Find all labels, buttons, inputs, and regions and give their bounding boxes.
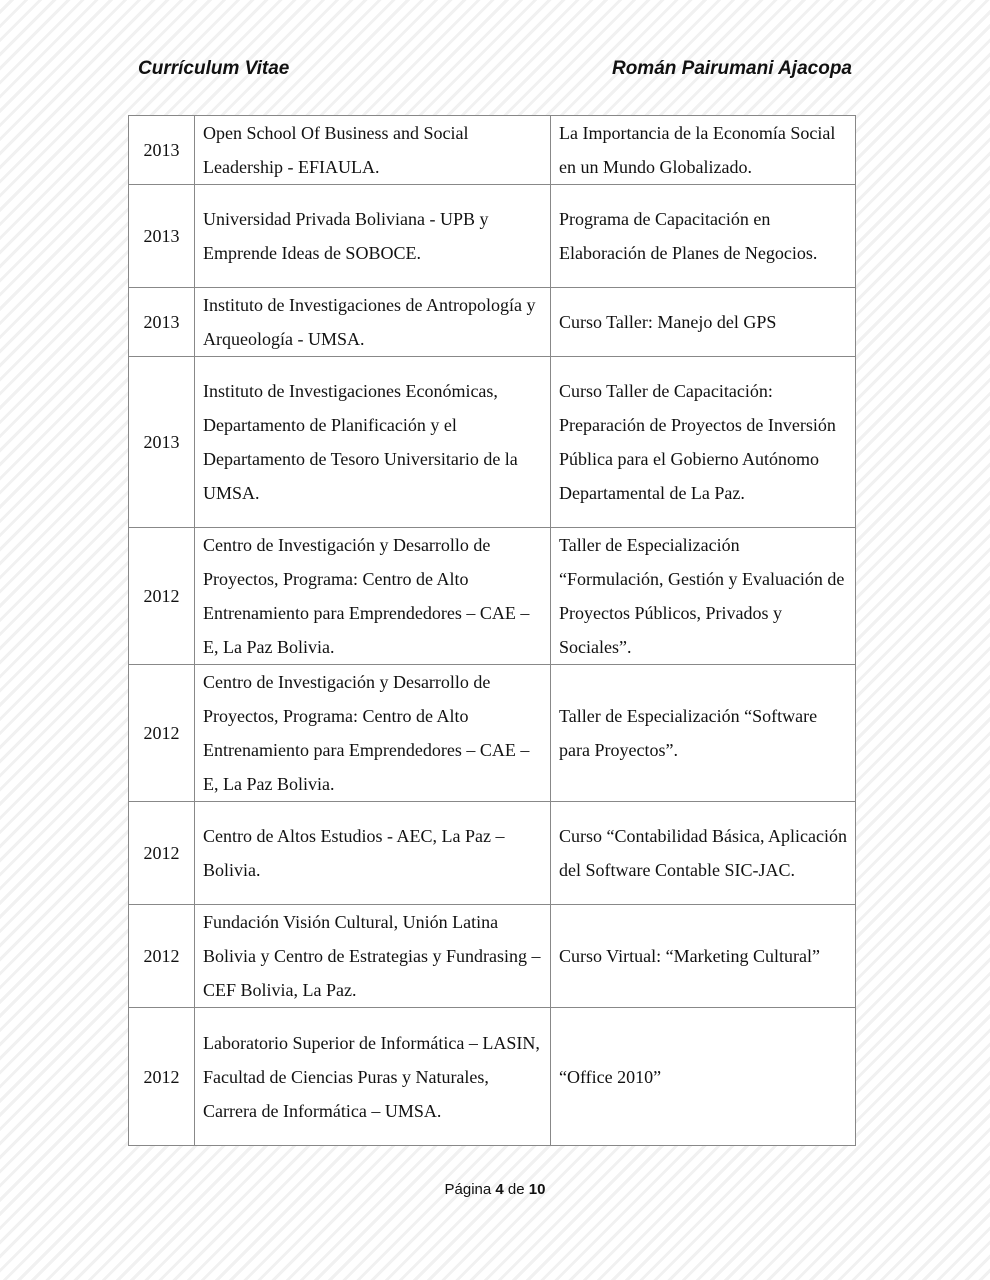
table-row — [129, 528, 856, 665]
year-cell: 2012 — [129, 528, 195, 665]
institution-cell: Instituto de Investigaciones Económicas, Departamento de Planificación y el Departamento de Tesoro Universitario de la UMSA. — [195, 357, 551, 528]
page-footer — [0, 1181, 990, 1198]
year-cell: 2013 — [129, 357, 195, 528]
table-row — [129, 288, 856, 357]
course-cell: Curso “Contabilidad Básica, Aplicación del Software Contable SIC-JAC. — [551, 802, 856, 905]
year-cell: 2012 — [129, 1008, 195, 1146]
course-cell: Taller de Especialización “Software para Proyectos”. — [551, 665, 856, 802]
page-sep: de — [507, 1181, 525, 1198]
table-row — [129, 905, 856, 1008]
institution-cell: Fundación Visión Cultural, Unión Latina Bolivia y Centro de Estrategias y Fundrasing – CEF Bolivia, La Paz. — [195, 905, 551, 1008]
year-cell: 2012 — [129, 905, 195, 1008]
course-cell: Curso Virtual: “Marketing Cultural” — [551, 905, 856, 1008]
year-cell: 2012 — [129, 802, 195, 905]
table-row — [129, 116, 856, 185]
course-cell: Taller de Especialización “Formulación, Gestión y Evaluación de Proyectos Públicos, Privados y Sociales”. — [551, 528, 856, 665]
course-cell: Curso Taller: Manejo del GPS — [551, 288, 856, 357]
institution-cell: Laboratorio Superior de Informática – LASIN, Facultad de Ciencias Puras y Naturales, Carrera de Informática – UMSA. — [195, 1008, 551, 1146]
page-label: Página — [444, 1181, 492, 1198]
institution-cell: Centro de Investigación y Desarrollo de Proyectos, Programa: Centro de Alto Entrenamiento para Emprendedores – CAE – E, La Paz Bolivia. — [195, 528, 551, 665]
page-number: 4 — [495, 1181, 504, 1198]
course-cell: Curso Taller de Capacitación: Preparación de Proyectos de Inversión Pública para el Gobierno Autónomo Departamental de La Paz. — [551, 357, 856, 528]
course-cell: La Importancia de la Economía Social en un Mundo Globalizado. — [551, 116, 856, 185]
course-cell: Programa de Capacitación en Elaboración de Planes de Negocios. — [551, 185, 856, 288]
table-row — [129, 1008, 856, 1146]
institution-cell: Centro de Altos Estudios - AEC, La Paz – Bolivia. — [195, 802, 551, 905]
year-cell: 2012 — [129, 665, 195, 802]
year-cell: 2013 — [129, 288, 195, 357]
institution-cell: Universidad Privada Boliviana - UPB y Emprende Ideas de SOBOCE. — [195, 185, 551, 288]
course-cell: “Office 2010” — [551, 1008, 856, 1146]
year-cell: 2013 — [129, 185, 195, 288]
header-author: Román Pairumani Ajacopa — [611, 58, 852, 79]
institution-cell: Open School Of Business and Social Leadership - EFIAULA. — [195, 116, 551, 185]
table-row — [129, 665, 856, 802]
year-cell: 2013 — [129, 116, 195, 185]
table-row — [129, 802, 856, 905]
table-row — [129, 357, 856, 528]
institution-cell: Centro de Investigación y Desarrollo de Proyectos, Programa: Centro de Alto Entrenamiento para Emprendedores – CAE – E, La Paz Bolivia. — [195, 665, 551, 802]
institution-cell: Instituto de Investigaciones de Antropología y Arqueología - UMSA. — [195, 288, 551, 357]
table-row — [129, 185, 856, 288]
header-title: Currículum Vitae — [138, 58, 290, 79]
courses-table — [128, 115, 856, 1146]
page-total: 10 — [528, 1181, 546, 1198]
